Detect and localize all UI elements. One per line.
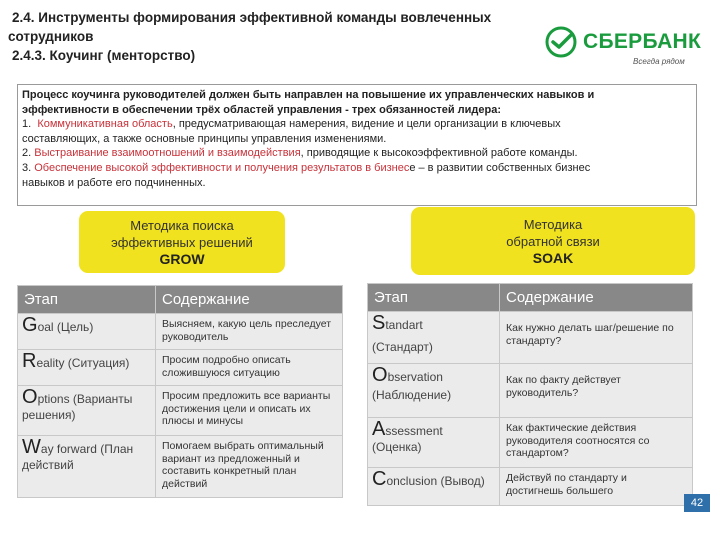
soak-content-assessment: Как фактические действия руководителя соотносятся со стандартом? bbox=[500, 418, 693, 468]
title-line-3: 2.4.3. Коучинг (менторство) bbox=[12, 48, 196, 63]
table-row bbox=[368, 364, 693, 418]
grow-table bbox=[17, 285, 343, 498]
soak-box-title: SOAK bbox=[532, 250, 574, 266]
grow-stage-goal: Goal (Цель) bbox=[18, 314, 156, 350]
soak-stage-observation: Observation (Наблюдение) bbox=[368, 364, 500, 418]
soak-col-stage: Этап bbox=[368, 284, 500, 312]
intro-item-2 bbox=[22, 146, 692, 161]
grow-content-way-forward: Помогаем выбрать оптимальный вариант из предложенный и составить конкретный план действий bbox=[156, 436, 343, 498]
grow-method-box bbox=[79, 211, 285, 273]
soak-col-content: Содержание bbox=[500, 284, 693, 312]
grow-box-line-1: Методика поиска bbox=[130, 218, 234, 233]
item-2-rest: , приводящие к высокоэффективной работе команды. bbox=[300, 147, 578, 160]
logo-name: СБЕРБАНК bbox=[583, 30, 702, 53]
intro-line-2: эффективности в обеспечении трёх областей управления - трех обязанностей лидера: bbox=[22, 103, 501, 116]
grow-table-header bbox=[18, 286, 343, 314]
intro-item-1 bbox=[22, 117, 692, 132]
logo-slogan: Всегда рядом bbox=[633, 57, 685, 66]
grow-box-line-2: эффективных решений bbox=[111, 235, 253, 250]
soak-content-observation: Как по факту действует руководитель? bbox=[500, 364, 693, 418]
item-1-number: 1. bbox=[22, 118, 32, 131]
page-number: 42 bbox=[684, 494, 710, 512]
table-row bbox=[368, 468, 693, 506]
grow-content-options: Просим предложить все варианты достижения цели и описать их плюсы и минусы bbox=[156, 386, 343, 436]
table-row bbox=[18, 350, 343, 386]
soak-table bbox=[367, 283, 693, 506]
grow-content-reality: Просим подробно описать сложившуюся ситуацию bbox=[156, 350, 343, 386]
item-3-highlight: Обеспечение высокой эффективности и получения результатов в бизнес bbox=[34, 161, 410, 174]
soak-stage-assessment: Assessment (Оценка) bbox=[368, 418, 500, 468]
item-3-number: 3. bbox=[22, 161, 32, 174]
item-2-highlight: Выстраивание взаимоотношений и взаимодействия bbox=[34, 147, 301, 160]
intro-item-3-line-2: навыков и работе его подчиненных. bbox=[22, 176, 206, 189]
soak-method-box bbox=[411, 207, 695, 275]
grow-col-content: Содержание bbox=[156, 286, 343, 314]
soak-box-line-2: обратной связи bbox=[506, 234, 600, 249]
grow-box-title: GROW bbox=[159, 251, 205, 267]
item-1-highlight: Коммуникативная область bbox=[37, 118, 173, 131]
table-row bbox=[368, 418, 693, 468]
intro-item-3 bbox=[22, 161, 692, 176]
table-row bbox=[18, 386, 343, 436]
soak-content-conclusion: Действуй по стандарту и достигнешь большего bbox=[500, 468, 693, 506]
grow-col-stage: Этап bbox=[18, 286, 156, 314]
grow-content-goal: Выясняем, какую цель преследует руководитель bbox=[156, 314, 343, 350]
title-line-1: 2.4. Инструменты формирования эффективной команды вовлеченных bbox=[12, 10, 492, 25]
item-2-number: 2. bbox=[22, 147, 32, 160]
soak-stage-conclusion: Conclusion (Вывод) bbox=[368, 468, 500, 506]
table-row bbox=[18, 314, 343, 350]
item-1-rest: , предусматривающая намерения, видение и цели организации в ключевых bbox=[172, 118, 561, 131]
soak-stage-standart: Standart (Стандарт) bbox=[368, 312, 500, 364]
title-line-2: сотрудников bbox=[8, 29, 94, 44]
intro-line-1: Процесс коучинга руководителей должен быть направлен на повышение их управленческих навыков и bbox=[22, 89, 595, 101]
soak-box-line-1: Методика bbox=[523, 217, 583, 232]
grow-stage-reality: Reality (Ситуация) bbox=[18, 350, 156, 386]
grow-stage-way-forward: Way forward (План действий bbox=[18, 436, 156, 498]
sberbank-logo bbox=[545, 26, 702, 70]
intro-text-box bbox=[17, 84, 697, 206]
item-3-rest: е – в развитии собственных бизнес bbox=[409, 161, 591, 174]
sberbank-logo-icon bbox=[545, 26, 577, 58]
grow-stage-options: Options (Варианты решения) bbox=[18, 386, 156, 436]
soak-table-header bbox=[368, 284, 693, 312]
slide-title bbox=[8, 8, 528, 65]
table-row bbox=[368, 312, 693, 364]
table-row bbox=[18, 436, 343, 498]
intro-item-1-line-2: составляющих, а также основные принципы управления изменениями. bbox=[22, 132, 387, 145]
soak-content-standart: Как нужно делать шаг/решение по стандарту? bbox=[500, 312, 693, 364]
